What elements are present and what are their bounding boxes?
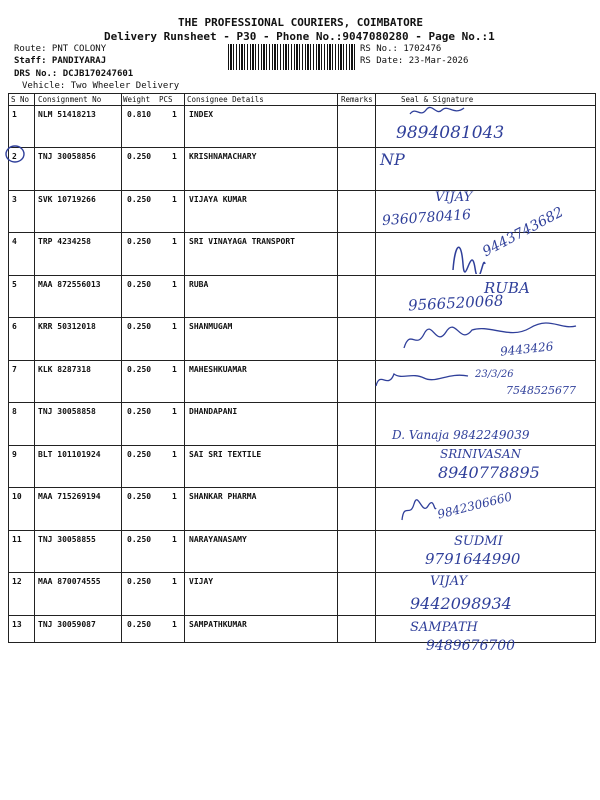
col-divider: [184, 94, 185, 642]
row-divider: [9, 147, 595, 148]
row-sno: 11: [12, 535, 22, 544]
row-pcs: 1: [172, 365, 177, 374]
handwritten-circle-mark: [4, 144, 28, 164]
company-title: THE PROFESSIONAL COURIERS, COIMBATORE: [178, 16, 424, 29]
handwritten-phone: 9360780416: [381, 206, 472, 230]
handwritten-name: VIJAY: [430, 574, 468, 589]
row-consignment: TNJ 30058858: [38, 407, 96, 416]
handwritten-phone: 8940778895: [438, 463, 540, 482]
row-pcs: 1: [172, 620, 177, 629]
signature-scribble: [398, 496, 438, 526]
row-divider: [9, 275, 595, 276]
row-consignment: TNJ 30059087: [38, 620, 96, 629]
row-consignee: VIJAYA KUMAR: [189, 195, 247, 204]
row-pcs: 1: [172, 492, 177, 501]
row-consignment: BLT 101101924: [38, 450, 101, 459]
row-sno: 8: [12, 407, 17, 416]
row-sno: 7: [12, 365, 17, 374]
row-consignee: NARAYANASAMY: [189, 535, 247, 544]
signature-scribble: [447, 234, 487, 274]
handwritten-phone: 9842306660: [436, 489, 514, 522]
row-consignment: NLM 51418213: [38, 110, 96, 119]
row-consignment: KLK 8287318: [38, 365, 91, 374]
row-pcs: 1: [172, 577, 177, 586]
row-weight: 0.250: [127, 492, 152, 501]
col-header-consignment: Consignment No: [38, 95, 102, 104]
row-consignment: TNJ 30058855: [38, 535, 96, 544]
row-divider: [9, 190, 595, 191]
row-consignment: MAA 872556013: [38, 280, 101, 289]
row-sno: 10: [12, 492, 22, 501]
handwritten-name: SAMPATH: [410, 620, 478, 635]
handwritten-name: SUDMI: [454, 534, 503, 549]
handwritten-name: SRINIVASAN: [440, 447, 522, 461]
row-consignment: TNJ 30058856: [38, 152, 96, 161]
row-divider: [9, 530, 595, 531]
row-consignment: TRP 4234258: [38, 237, 91, 246]
col-divider: [34, 94, 35, 642]
row-pcs: 1: [172, 152, 177, 161]
row-divider: [9, 445, 595, 446]
row-sno: 5: [12, 280, 17, 289]
row-consignee: SRI VINAYAGA TRANSPORT: [189, 237, 295, 246]
rs-date: RS Date: 23-Mar-2026: [360, 56, 469, 66]
row-weight: 0.250: [127, 450, 152, 459]
row-weight: 0.250: [127, 237, 152, 246]
handwritten-phone: 9443743682: [480, 204, 567, 261]
handwritten-phone: 9443426: [499, 339, 555, 359]
row-weight: 0.250: [127, 365, 152, 374]
handwritten-phone: 9894081043: [396, 123, 505, 143]
signature-scribble: [408, 104, 468, 120]
handwritten-phone: 9566520068: [407, 291, 504, 315]
row-consignee: SHANMUGAM: [189, 322, 233, 331]
route-label: Route: PNT COLONY: [14, 44, 107, 54]
row-divider: [9, 572, 595, 573]
row-weight: 0.250: [127, 322, 152, 331]
handwritten-date: 23/3/26: [475, 369, 514, 380]
row-divider: [9, 615, 595, 616]
row-pcs: 1: [172, 110, 177, 119]
col-header-consignee: Consignee Details: [187, 95, 264, 104]
handwritten-initials: NP: [380, 150, 405, 169]
row-sno: 9: [12, 450, 17, 459]
handwritten-line: D. Vanaja 9842249039: [392, 428, 530, 442]
row-consignment: KRR 50312018: [38, 322, 96, 331]
row-consignee: INDEX: [189, 110, 214, 119]
runsheet-subtitle: Delivery Runsheet - P30 - Phone No.:9047080280 - Page No.:1: [104, 30, 495, 43]
row-sno: 1: [12, 110, 17, 119]
row-weight: 0.250: [127, 620, 152, 629]
row-consignee: KRISHNAMACHARY: [189, 152, 257, 161]
handwritten-phone: 9489676700: [426, 638, 516, 654]
row-consignee: RUBA: [189, 280, 209, 289]
row-divider: [9, 487, 595, 488]
rs-number: RS No.: 1702476: [360, 44, 442, 54]
row-pcs: 1: [172, 450, 177, 459]
handwritten-name: VIJAY: [435, 190, 473, 205]
row-weight: 0.250: [127, 152, 152, 161]
row-consignment: SVK 10719266: [38, 195, 96, 204]
row-sno: 6: [12, 322, 17, 331]
col-header-pcs: PCS: [159, 95, 173, 104]
row-divider: [9, 402, 595, 403]
col-header-seal: Seal & Signature: [401, 95, 474, 104]
row-pcs: 1: [172, 237, 177, 246]
row-pcs: 1: [172, 535, 177, 544]
row-pcs: 1: [172, 280, 177, 289]
row-divider: [9, 317, 595, 318]
col-header-sno: S No: [11, 95, 30, 104]
row-consignee: VIJAY: [189, 577, 214, 586]
row-consignee: SAI SRI TEXTILE: [189, 450, 262, 459]
handwritten-phone: 9442098934: [410, 594, 512, 613]
vehicle-label: Vehicle: Two Wheeler Delivery: [22, 81, 180, 91]
row-consignment: MAA 870074555: [38, 577, 101, 586]
row-pcs: 1: [172, 407, 177, 416]
row-sno: 2: [12, 152, 17, 161]
handwritten-phone: 9791644990: [425, 550, 521, 568]
row-divider: [9, 360, 595, 361]
row-weight: 0.250: [127, 577, 152, 586]
handwritten-name: RUBA: [484, 279, 530, 297]
drs-number: DRS No.: DCJB170247601: [14, 69, 134, 79]
row-sno: 12: [12, 577, 22, 586]
row-consignee: DHANDAPANI: [189, 407, 238, 416]
row-pcs: 1: [172, 195, 177, 204]
handwritten-phone: 7548525677: [506, 384, 576, 397]
row-consignee: SHANKAR PHARMA: [189, 492, 257, 501]
row-consignment: MAA 715269194: [38, 492, 101, 501]
col-divider: [121, 94, 122, 642]
staff-label: Staff: PANDIYARAJ: [14, 56, 107, 66]
row-weight: 0.250: [127, 535, 152, 544]
col-divider: [337, 94, 338, 642]
col-header-weight: Weight: [123, 95, 151, 104]
row-consignee: MAHESHKUAMAR: [189, 365, 247, 374]
row-consignee: SAMPATHKUMAR: [189, 620, 247, 629]
row-pcs: 1: [172, 322, 177, 331]
row-weight: 0.810: [127, 110, 152, 119]
barcode: [228, 44, 356, 70]
row-weight: 0.250: [127, 407, 152, 416]
row-sno: 13: [12, 620, 22, 629]
header-divider: [9, 105, 595, 106]
row-weight: 0.250: [127, 280, 152, 289]
row-weight: 0.250: [127, 195, 152, 204]
row-sno: 4: [12, 237, 17, 246]
row-sno: 3: [12, 195, 17, 204]
signature-scribble: [372, 366, 472, 392]
col-header-remarks: Remarks: [341, 95, 373, 104]
